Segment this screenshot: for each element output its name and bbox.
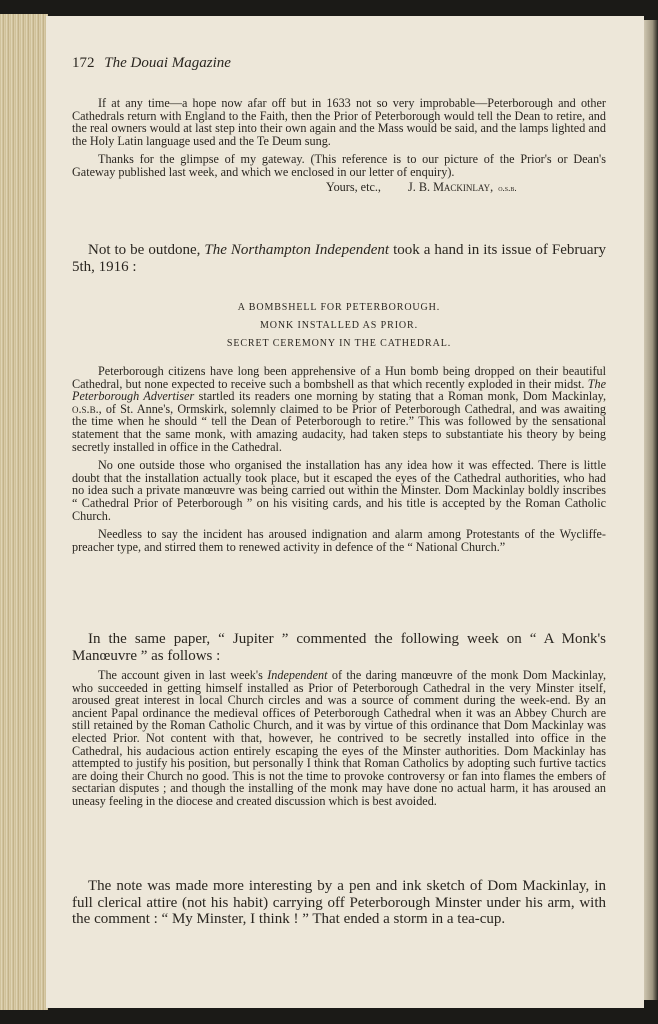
magazine-title: The Douai Magazine [104, 55, 231, 71]
letter-signature: J. B. Mackinlay, [408, 179, 494, 194]
jupiter-comment [72, 669, 606, 808]
letter-signature-suffix: o.s.b. [498, 182, 517, 193]
letter-closing: Yours, etc., [326, 179, 381, 194]
headline-3: SECRET CEREMONY IN THE CATHEDRAL. [226, 338, 452, 349]
jupiter-paragraph [72, 669, 606, 808]
headline-1: A BOMBSHELL FOR PETERBOROUGH. [237, 302, 441, 313]
article-paragraph-2: No one outside those who organised the installation has any idea how it was effected. There is little doubt that the installation actually took place, but it escaped the eyes of the Cathedral authorities, who had no idea such a private manœuvre was being carried out within the Minster. Dom Mackinlay boldly inscribes “ Cathedral Prior of Peterborough ” on his visiting cards, and his title is accepted by the Roman Catholic Church. [72, 458, 606, 523]
jupiter-b: of the daring manœuvre of the monk Dom Mackinlay, who succeeded in getting himself installed as Prior of Peterborough Cathedral in the very Minster itself, aroused great interest in local Church circles and was a source of comment during the week-end. By an ancient Papal ordinance the medieval offices of Peterborough Cathedral when it was an Abbey Church are still retained by the Roman Catholic Church, and it was by virtue of this ordinance that Dom Mackinlay was elected Prior. Not content with that, however, he contrived to be secretly installed into office in the Cathedral, his audacious action entirely escaping the eyes of the Minster authorities. Dom Mackinlay has attempted to justify his position, but personally I think that Roman Catholics by adopting such furtive tactics are doing their Church no good. This is not the time to provoke controversy or fan into flames the embers of sectarian disputes ; and though the installing of the monk may have done no actual harm, it has aroused an uneasy feeling in the diocese and created discussion which is best avoided. [72, 668, 606, 808]
article-paragraph-3: Needless to say the incident has aroused indignation and alarm among Protestants of the Wycliffe-preacher type, and stirred them to renewed activity in defence of the “ National Church.” [72, 527, 606, 554]
article-p1-b: startled its readers one morning by stating that a Roman monk, Dom Mackinlay, [198, 389, 607, 404]
article-p1-osb: o.s.b. [72, 401, 99, 416]
letter-paragraph-2: Thanks for the glimpse of my gateway. (This reference is to our picture of the Prior's or Dean's Gateway published last week, and which we enclosed in our letter of enquiry). [72, 152, 606, 179]
intro1-newspaper: The Northampton Independent [204, 242, 390, 258]
page-number: 172 [72, 55, 95, 71]
headline-2: MONK INSTALLED AS PRIOR. [259, 320, 419, 331]
letter-paragraph-1: If at any time—a hope now afar off but in 1633 not so very improbable—Peterborough and other Cathedrals return with England to the Faith, then the Prior of Peterborough would tell the Dean to retire, and the real owners would at last step into their own again and the Mass would be said, and the lamps lighted and the Holy Latin language used and the Te Deum sung. [72, 96, 606, 148]
intro1-before: Not to be outdone, [88, 242, 201, 258]
jupiter-a: The account given in last week's [98, 668, 263, 682]
newspaper-article [72, 365, 606, 553]
intro-paragraph-2 [72, 631, 606, 664]
article-headlines [72, 302, 606, 356]
book-page-edges [0, 14, 48, 1010]
article-p1-a: Peterborough citizens have long been apprehensive of a Hun bomb being dropped on their beautiful Cathedral, but none expected to receive such a bombshell as that which recently exploded in their midst. [72, 364, 606, 391]
letter-signature-line [72, 181, 606, 195]
closing-text: The note was made more interesting by a pen and ink sketch of Dom Mackinlay, in full clerical attire (not his habit) carrying off Peterborough Minster under his arm, with the comment : “ My Minster, I think ! ” That ended a storm in a tea-cup. [72, 878, 606, 927]
article-p1-paper: The Peterborough Advertiser [72, 376, 606, 404]
article-p1-c: , of St. Anne's, Ormskirk, solemnly claimed to be Prior of Peterborough Cathedral, and was awaiting the time when he should “ tell the Dean of Peterborough to retire.” This was followed by the sensational statement that the same monk, with amazing audacity, had taken steps to substantiate his theory by being secretly installed in office in the Cathedral. [72, 401, 606, 454]
intro2-text: In the same paper, “ Jupiter ” commented the following week on “ A Monk's Manœuvre ” as follows : [72, 631, 606, 664]
article-paragraph-1 [72, 365, 606, 453]
intro1-after: took a hand in its issue of February 5th, 1916 : [72, 242, 607, 275]
jupiter-paper: Independent [267, 668, 328, 682]
running-header [72, 55, 322, 72]
closing-paragraph [72, 878, 606, 928]
letter-excerpt [72, 97, 606, 194]
facing-page-edge [644, 20, 658, 1000]
intro-paragraph-1 [72, 242, 606, 275]
